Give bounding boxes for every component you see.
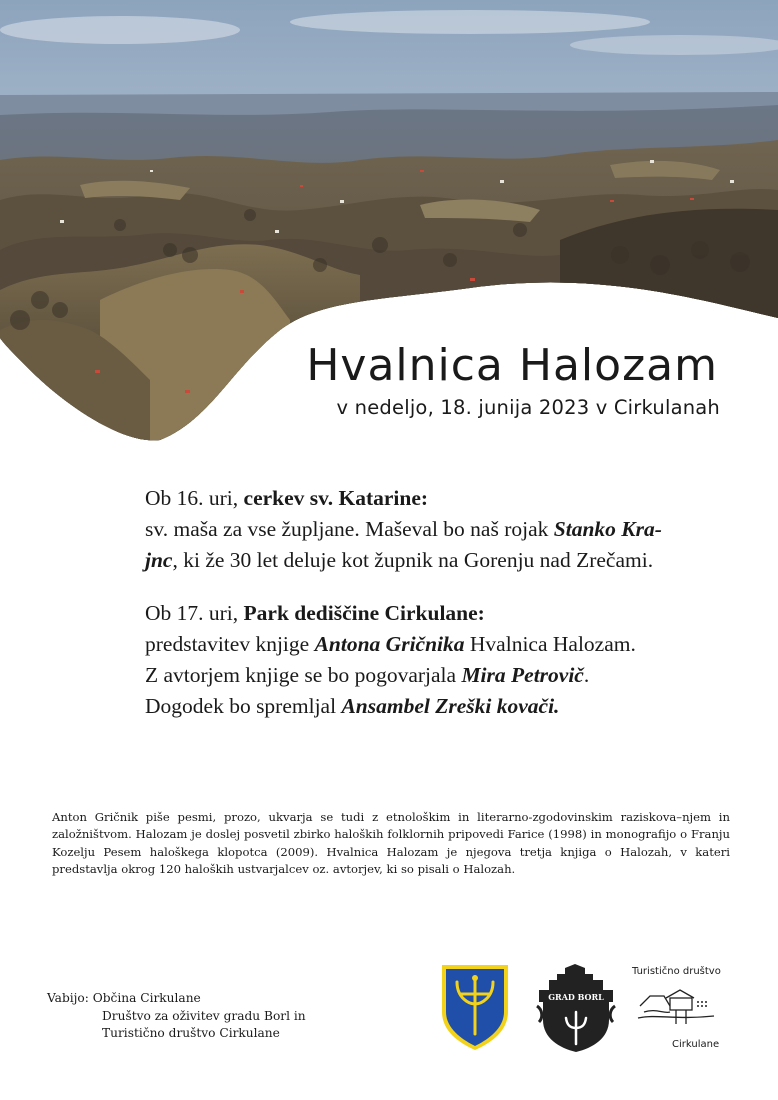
event-mass (145, 483, 735, 576)
grad-borl-logo (535, 960, 617, 1054)
person-name: jnc (145, 548, 173, 572)
event-text: , ki že 30 let deluje kot župnik na Gorenju nad Zrečami. (172, 548, 654, 572)
event-place: Park dediščine Cirkulane: (243, 601, 485, 625)
band-name: Ansambel Zreški kovači. (341, 694, 560, 718)
organizer-line: Vabijo: Občina Cirkulane (47, 991, 201, 1005)
event-date: v nedeljo, 18. junija 2023 v Cirkulanah (336, 396, 720, 419)
page-title: Hvalnica Halozam (306, 340, 718, 391)
event-place: cerkev sv. Katarine: (243, 486, 429, 510)
event-book-presentation (145, 598, 735, 722)
td-label-bottom: Cirkulane (672, 1039, 720, 1050)
event-time: Ob 17. uri, (145, 601, 244, 625)
organizer-line: Turistično društvo Cirkulane (102, 1026, 280, 1040)
event-text: predstavitev knjige (145, 632, 315, 656)
event-text: . (583, 663, 590, 687)
event-text: sv. maša za vse župljane. Maševal bo naš rojak (145, 517, 554, 541)
event-text: Z avtorjem knjige se bo pogovarjala (145, 663, 462, 687)
cirkulane-coat-of-arms-logo (439, 962, 511, 1052)
event-text: Hvalnica Halozam. (464, 632, 636, 656)
event-list (145, 483, 735, 744)
td-label-top: Turistično društvo (632, 966, 721, 977)
turisticno-drustvo-logo (636, 988, 716, 1030)
host-name: Mira Petrovič (461, 663, 584, 687)
organizer-line: Društvo za oživitev gradu Borl in (102, 1008, 306, 1023)
author-name: Antona Gričnika (314, 632, 465, 656)
organizers (47, 990, 306, 1043)
event-time: Ob 16. uri, (145, 486, 244, 510)
grad-borl-label: GRAD BORL (548, 992, 604, 1002)
author-bio: Anton Gričnik piše pesmi, prozo, ukvarja se tudi z etnološkim in literarno-zgodovinskim raziskova–njem in založništvom. Halozam je doslej posvetil zbirko haloških folklornih pripovedi Farice (1998) in monografijo o Franju Kozelju Pesem haloškega klopotca (2009). Hvalnica Halozam je njegova tretja knjiga o Halozah, v kateri predstavlja okrog 120 haloških ustvarjalcev oz. avtorjev, ki so pisali o Halozah. (52, 810, 730, 876)
person-name: Stanko Kra- (553, 517, 662, 541)
event-text: Dogodek bo spremljal (145, 694, 342, 718)
